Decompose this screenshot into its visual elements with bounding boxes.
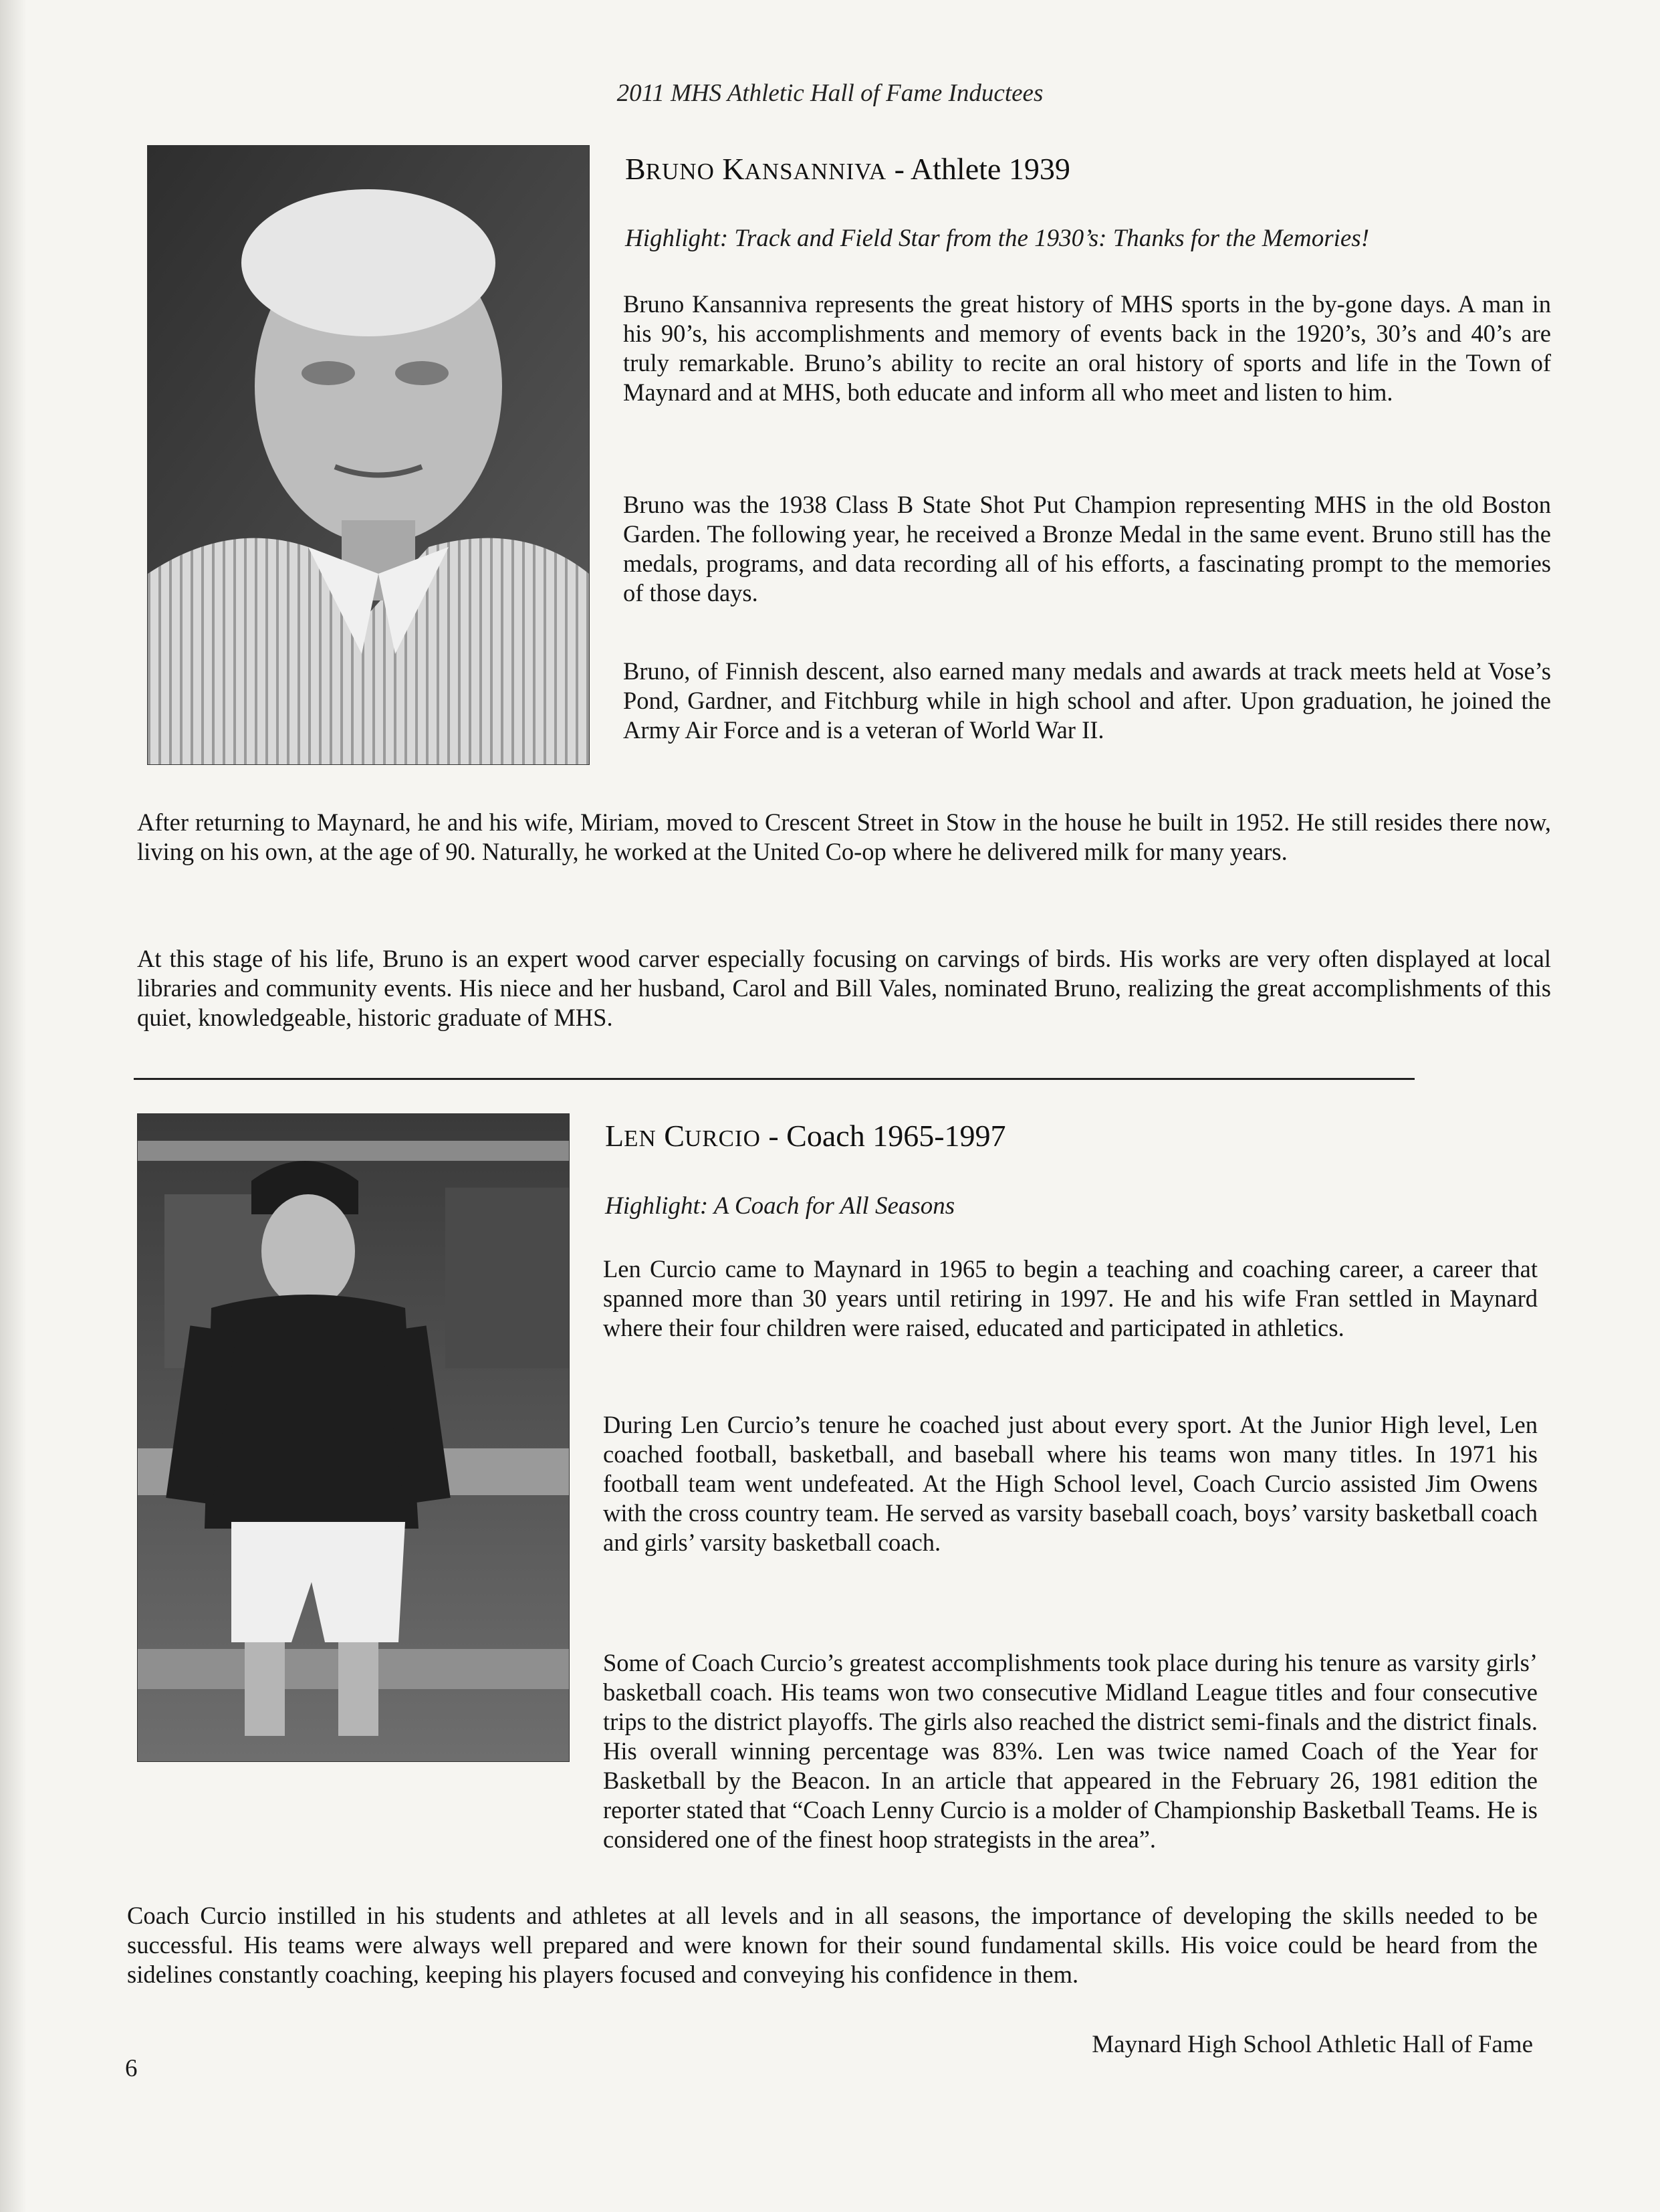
section-1-paragraph-1: Bruno Kansanniva represents the great history of MHS sports in the by-gone days. A man in his 90’s, his accomplishments and memory of events back in the 1920’s, 30’s and 40’s are truly remarkable. Bruno’s ability to recite an oral history of sports and life in the Town of Maynard and at MHS, both educate and inform all who meet and listen to him. [623, 290, 1551, 406]
section-1-paragraph-2: Bruno was the 1938 Class B State Shot Put Champion representing MHS in the old Boston Garden. The following year, he received a Bronze Medal in the same event. Bruno still has the medals, programs, and data recording all of his efforts, a fascinating prompt to the memories of those days. [623, 491, 1551, 606]
page-header: 2011 MHS Athletic Hall of Fame Inductees [616, 80, 1044, 107]
section-2-highlight: Highlight: A Coach for All Seasons [605, 1192, 955, 1220]
section-1-paragraph-4: After returning to Maynard, he and his wife, Miriam, moved to Crescent Street in Stow in the house he built in 1952. He still resides there now, living on his own, at the age of 90. Naturally, he worked at the United Co-op where he delivered milk for many years. [137, 808, 1551, 865]
section-1-paragraph-3: Bruno, of Finnish descent, also earned many medals and awards at track meets held at Vose’s Pond, Gardner, and Fitchburg while in high school and after. Upon graduation, he joined the Army Air Force and is a veteran of World War II. [623, 657, 1551, 744]
section-2-paragraph-4: Coach Curcio instilled in his students and athletes at all levels and in all seasons, the importance of developing the skills needed to be successful. His teams were always well prepared and were known for their sound fundamental skills. His voice could be heard from the sidelines constantly coaching, keeping his players focused and conveying his confidence in them. [127, 1902, 1538, 1988]
section-1-paragraph-5: At this stage of his life, Bruno is an expert wood carver especially focusing on carvings of birds. His works are very often displayed at local libraries and community events. His niece and her husband, Carol and Bill Vales, nominated Bruno, realizing the great accomplishments of this quiet, knowledgeable, historic graduate of MHS. [137, 945, 1551, 1031]
page-edge [0, 0, 27, 2212]
bruno-photo [147, 145, 590, 765]
section-1-highlight: Highlight: Track and Field Star from the 1930’s: Thanks for the Memories! [625, 225, 1370, 252]
section-1-name: BRUNO KANSANNIVA - Athlete 1939 [625, 152, 1070, 186]
page-number: 6 [125, 2055, 138, 2082]
len-photo [137, 1113, 570, 1762]
footer-publication: Maynard High School Athletic Hall of Fame [1092, 2031, 1533, 2058]
section-2-paragraph-3: Some of Coach Curcio’s greatest accomplishments took place during his tenure as varsity girls’ basketball coach. His teams won two consecutive Midland League titles and four consecutive trips to the district playoffs. The girls also reached the district semi-finals and the district finals. His overall winning percentage was 83%. Len was twice named Coach of the Year for Basketball by the Beacon. In an article that appeared in the February 26, 1981 edition the reporter stated that “Coach Lenny Curcio is a molder of Championship Basketball Teams. He is considered one of the finest hoop strategists in the area”. [603, 1649, 1538, 1853]
section-2-paragraph-2: During Len Curcio’s tenure he coached just about every sport. At the Junior High level, Len coached football, basketball, and baseball where his teams won many titles. In 1971 his football team went undefeated. At the High School level, Coach Curcio assisted Jim Owens with the cross country team. He served as varsity baseball coach, boys’ varsity basketball coach and girls’ varsity basketball coach. [603, 1411, 1538, 1556]
section-2-name: LEN CURCIO - Coach 1965-1997 [605, 1119, 1006, 1153]
section-2-paragraph-1: Len Curcio came to Maynard in 1965 to begin a teaching and coaching career, a career that spanned more than 30 years until retiring in 1997. He and his wife Fran settled in Maynard where their four children were raised, educated and participated in athletics. [603, 1255, 1538, 1341]
section-divider [134, 1078, 1415, 1080]
